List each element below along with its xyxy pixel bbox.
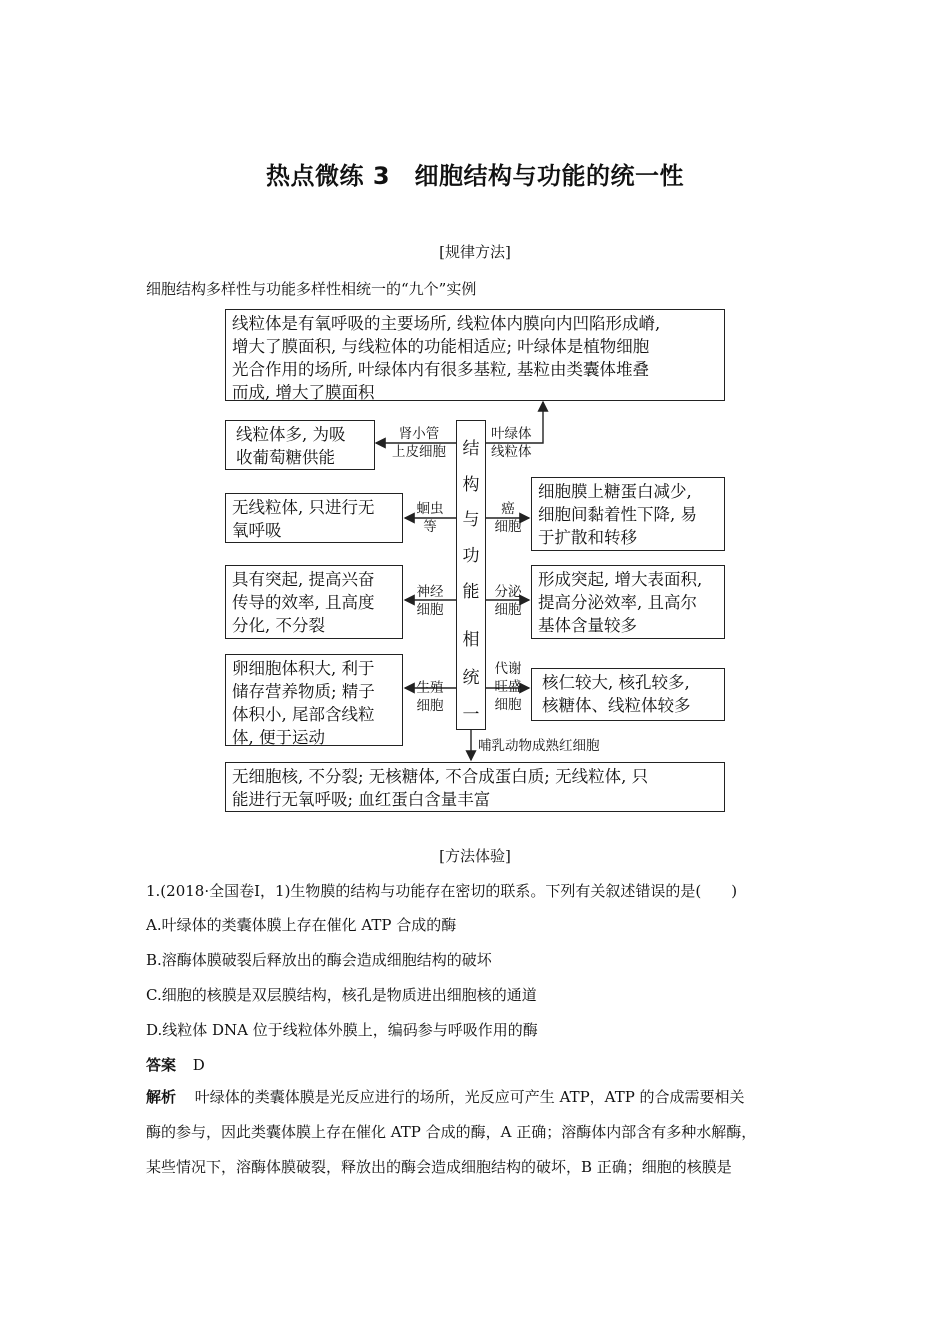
right-box-2 xyxy=(531,565,725,639)
bottom-box xyxy=(225,762,725,812)
left-label-1 xyxy=(384,425,454,461)
center-char: 能 xyxy=(462,582,480,602)
top-box-line: 光合作用的场所, 叶绿体内有很多基粒, 基粒由类囊体堆叠 xyxy=(232,360,649,379)
center-char: 功 xyxy=(462,546,480,566)
label-line: 细胞 xyxy=(416,602,444,618)
label-line: 上皮细胞 xyxy=(392,444,446,460)
analysis-line-3: 某些情况下，溶酶体膜破裂，释放出的酶会造成细胞结构的破坏，B 正确；细胞的核膜是 xyxy=(146,1158,732,1176)
label-line: 等 xyxy=(423,519,437,535)
analysis-line-1 xyxy=(146,1080,816,1115)
box-line: 线粒体多, 为吸 xyxy=(236,425,346,444)
option-a: A.叶绿体的类囊体膜上存在催化 ATP 合成的酶 xyxy=(146,916,457,934)
center-char: 相 xyxy=(462,630,480,650)
top-box-line: 而成, 增大了膜面积 xyxy=(232,383,375,402)
label-line: 代谢 xyxy=(494,661,522,677)
top-arrow-label xyxy=(491,425,532,461)
label-line: 蛔虫 xyxy=(416,501,444,517)
box-line: 细胞间黏着性下降, 易 xyxy=(538,505,697,524)
box-line: 体, 便于运动 xyxy=(232,728,325,747)
box-line: 能进行无氧呼吸; 血红蛋白含量丰富 xyxy=(232,790,491,809)
label-line: 神经 xyxy=(416,584,444,600)
label-line: 线粒体 xyxy=(491,444,532,460)
section-heading-practice: [方法体验] xyxy=(439,847,511,865)
intro-text: 细胞结构多样性与功能多样性相统一的“九个”实例 xyxy=(146,280,477,298)
page-title: 热点微练 3 细胞结构与功能的统一性 xyxy=(265,162,685,190)
label-line: 旺盛 xyxy=(494,679,522,695)
box-line: 细胞膜上糖蛋白减少, xyxy=(538,482,692,501)
analysis-label: 解析 xyxy=(146,1088,177,1106)
center-char: 构 xyxy=(462,475,480,495)
top-box-line: 线粒体是有氧呼吸的主要场所, 线粒体内膜向内凹陷形成嵴, xyxy=(232,314,661,333)
center-char: 统 xyxy=(462,668,480,688)
top-box-line: 增大了膜面积, 与线粒体的功能相适应; 叶绿体是植物细胞 xyxy=(232,337,650,356)
option-c: C.细胞的核膜是双层膜结构，核孔是物质进出细胞核的通道 xyxy=(146,986,537,1004)
box-line: 提高分泌效率, 且高尔 xyxy=(538,593,697,612)
box-line: 基体含量较多 xyxy=(538,616,637,635)
center-char: 结 xyxy=(462,439,480,459)
analysis-line-2: 酶的参与，因此类囊体膜上存在催化 ATP 合成的酶，A 正确；溶酶体内部含有多种水解酶， xyxy=(146,1123,757,1141)
label-line: 肾小管 xyxy=(398,426,440,442)
box-line: 具有突起, 提高兴奋 xyxy=(232,570,375,589)
box-line: 于扩散和转移 xyxy=(538,528,637,547)
right-label-1 xyxy=(488,500,528,536)
option-d: D.线粒体 DNA 位于线粒体外膜上，编码参与呼吸作用的酶 xyxy=(146,1021,538,1039)
left-box-1 xyxy=(225,420,375,470)
label-line: 细胞 xyxy=(494,697,522,713)
box-line: 无线粒体, 只进行无 xyxy=(232,498,375,517)
center-char: 与 xyxy=(462,510,480,530)
box-line: 卵细胞体积大, 利于 xyxy=(232,659,375,678)
right-label-3 xyxy=(488,660,528,714)
label-line: 细胞 xyxy=(494,602,522,618)
label-line: 细胞 xyxy=(494,519,522,535)
right-box-3 xyxy=(531,668,725,721)
left-label-2 xyxy=(410,500,450,536)
left-box-4 xyxy=(225,654,403,746)
bottom-arrow-label: 哺乳动物成熟红细胞 xyxy=(478,738,600,754)
left-box-2 xyxy=(225,493,403,543)
center-char: 一 xyxy=(462,705,480,725)
right-label-2 xyxy=(488,583,528,619)
box-line: 收葡萄糖供能 xyxy=(236,448,335,467)
analysis-text: 叶绿体的类囊体膜是光反应进行的场所，光反应可产生 ATP，ATP 的合成需要相关 xyxy=(194,1088,745,1106)
label-line: 细胞 xyxy=(416,698,444,714)
top-box xyxy=(225,309,725,401)
box-line: 氧呼吸 xyxy=(232,521,282,540)
box-line: 核糖体、线粒体较多 xyxy=(542,696,691,715)
question-stem: 1.(2018·全国卷Ⅰ，1)生物膜的结构与功能存在密切的联系。下列有关叙述错误的是( ) xyxy=(146,882,738,900)
box-line: 储存营养物质; 精子 xyxy=(232,682,375,701)
left-label-4 xyxy=(410,679,450,715)
box-line: 体积小, 尾部含线粒 xyxy=(232,705,375,724)
analysis-block xyxy=(146,1080,816,1185)
answer-value: D xyxy=(192,1056,205,1074)
option-b: B.溶酶体膜破裂后释放出的酶会造成细胞结构的破坏 xyxy=(146,951,492,969)
box-line: 核仁较大, 核孔较多, xyxy=(542,673,690,692)
box-line: 分化, 不分裂 xyxy=(232,616,325,635)
right-box-1 xyxy=(531,477,725,551)
section-heading-methods: [规律方法] xyxy=(439,243,511,261)
left-box-3 xyxy=(225,565,403,639)
answer-line xyxy=(146,1054,205,1075)
left-label-3 xyxy=(410,583,450,619)
answer-label: 答案 xyxy=(146,1056,177,1074)
label-line: 癌 xyxy=(501,501,515,517)
box-line: 传导的效率, 且高度 xyxy=(232,593,375,612)
label-line: 分泌 xyxy=(494,584,522,600)
label-line: 生殖 xyxy=(416,680,444,696)
box-line: 无细胞核, 不分裂; 无核糖体, 不合成蛋白质; 无线粒体, 只 xyxy=(232,767,649,786)
box-line: 形成突起, 增大表面积, xyxy=(538,570,703,589)
label-line: 叶绿体 xyxy=(491,426,532,442)
